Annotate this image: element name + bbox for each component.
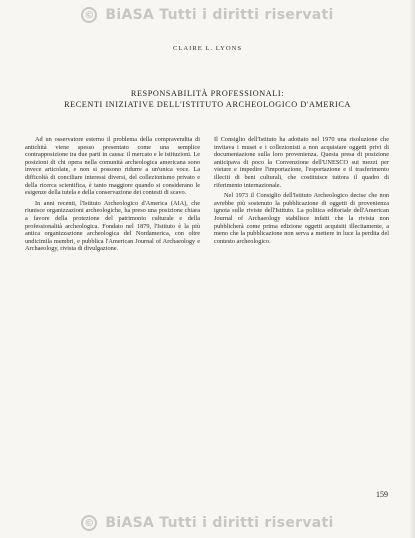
copyright-logo-icon: © bbox=[81, 515, 97, 531]
title-line-1: RESPONSABILITÀ PROFESSIONALI: bbox=[130, 89, 285, 98]
page-number: 159 bbox=[376, 490, 388, 499]
left-column bbox=[25, 136, 200, 256]
right-paragraph-1: Il Consiglio dell'Istituto ha adottato nel 1970 una risoluzione che invitava i musei e i collezionisti a non acquistare oggetti privi di documentazione sulla loro provenienza. Questa presa di posizione anticipava di poco la Convenzione dell'UNESCO sui mezzi per vietare e impedire l'importazione, l'esportazione e il trasferimento illeciti di beni culturali, che costituisce tuttora il quadro di riferimento internazionale. bbox=[214, 136, 389, 189]
watermark-bottom bbox=[0, 514, 415, 532]
running-head: CLAIRE L. LYONS bbox=[172, 45, 243, 52]
right-paragraph-2: Nel 1973 il Consiglio dell'Istituto Archeologico decise che non avrebbe più sostenuto la pubblicazione di oggetti di provenienza ignota sulle riviste dell'Istituto. La politica editoriale dell'American Journal of Archaeology stabilisce infatti che la rivista non pubblicherà come prima edizione oggetti acquisiti illecitamente, a meno che la pubblicazione non serva a mettere in luce la perdita del contesto archeologico. bbox=[214, 192, 389, 245]
watermark-text: BiASA Tutti i diritti riservati bbox=[105, 7, 334, 23]
watermark-top bbox=[0, 6, 415, 24]
article-title bbox=[30, 88, 385, 110]
title-line-2: RECENTI INIZIATIVE DELL'ISTITUTO ARCHEOLOGICO D'AMERICA bbox=[64, 100, 351, 109]
scan-edge-shadow bbox=[409, 0, 415, 538]
copyright-logo-icon: © bbox=[81, 7, 97, 23]
watermark-text: BiASA Tutti i diritti riservati bbox=[105, 515, 334, 531]
left-paragraph-2: In anni recenti, l'Istituto Archeologico d'America (AIA), che riunisce organizzazioni archeologiche, ha preso una posizione chiara a favore della protezione del patrimonio culturale e della professionalità archeologica. Fondato nel 1879, l'Istituto è la più antica organizzazione archeologica del Nordamerica, con oltre undicimila membri, e pubblica l'American Journal of Archaeology e Archaeology, rivista di divulgazione. bbox=[25, 199, 200, 253]
right-column bbox=[214, 136, 389, 248]
left-paragraph-1: Ad un osservatore esterno il problema della compravendita di antichità viene spesso presentato come una semplice contrapposizione tra due parti in causa: il mercato e le istituzioni. Le posizioni di chi opera nella comunità archeologica americana sono invece articolate, e non si possono ridurre a un'unica voce. La difficoltà di conciliare interessi diversi, del collezionismo privato e della ricerca scientifica, è tanto maggiore quando si considerano le esigenze della tutela e della conservazione dei contesti di scavo. bbox=[25, 136, 200, 197]
